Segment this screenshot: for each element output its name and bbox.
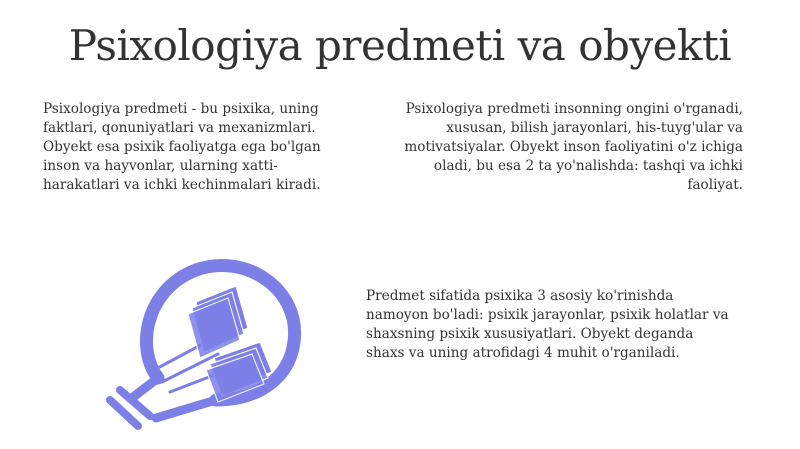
bulb-neck-top [132,378,158,398]
paragraph-left: Psixologiya predmeti - bu psixika, uning faktlari, qonuniyatlari va mexanizmlari. Obyekt esa psixik faoliyatga ega bo'lgan inson va hayvonlar, ularning xatti-harakatlari va ichki kechinmalari kiradi. [43,101,321,193]
lightbulb-book-icon [96,250,316,440]
book-upper [188,286,248,358]
slide-title: Psixologiya predmeti va obyekti [68,21,732,70]
paragraph-right: Psixologiya predmeti insonning ongini o'rganadi, xususan, bilish jarayonlari, his-tuyg'ular va motivatsiyalar. Obyekt inson faoliyatini o'z ichiga oladi, bu esa 2 ta yo'nalishda: tashqi va ichki faoliyat. [404,101,743,193]
bulb-neck-bottom [156,400,216,418]
paragraph-bottom: Predmet sifatida psixika 3 asosiy ko'rinishda namoyon bo'ladi: psixik jarayonlar, psixik holatlar va shaxsning psixik xususiyatlari. Obyekt deganda shaxs va uning atrofidagi 4 muhit o'rganiladi. [366,288,729,361]
